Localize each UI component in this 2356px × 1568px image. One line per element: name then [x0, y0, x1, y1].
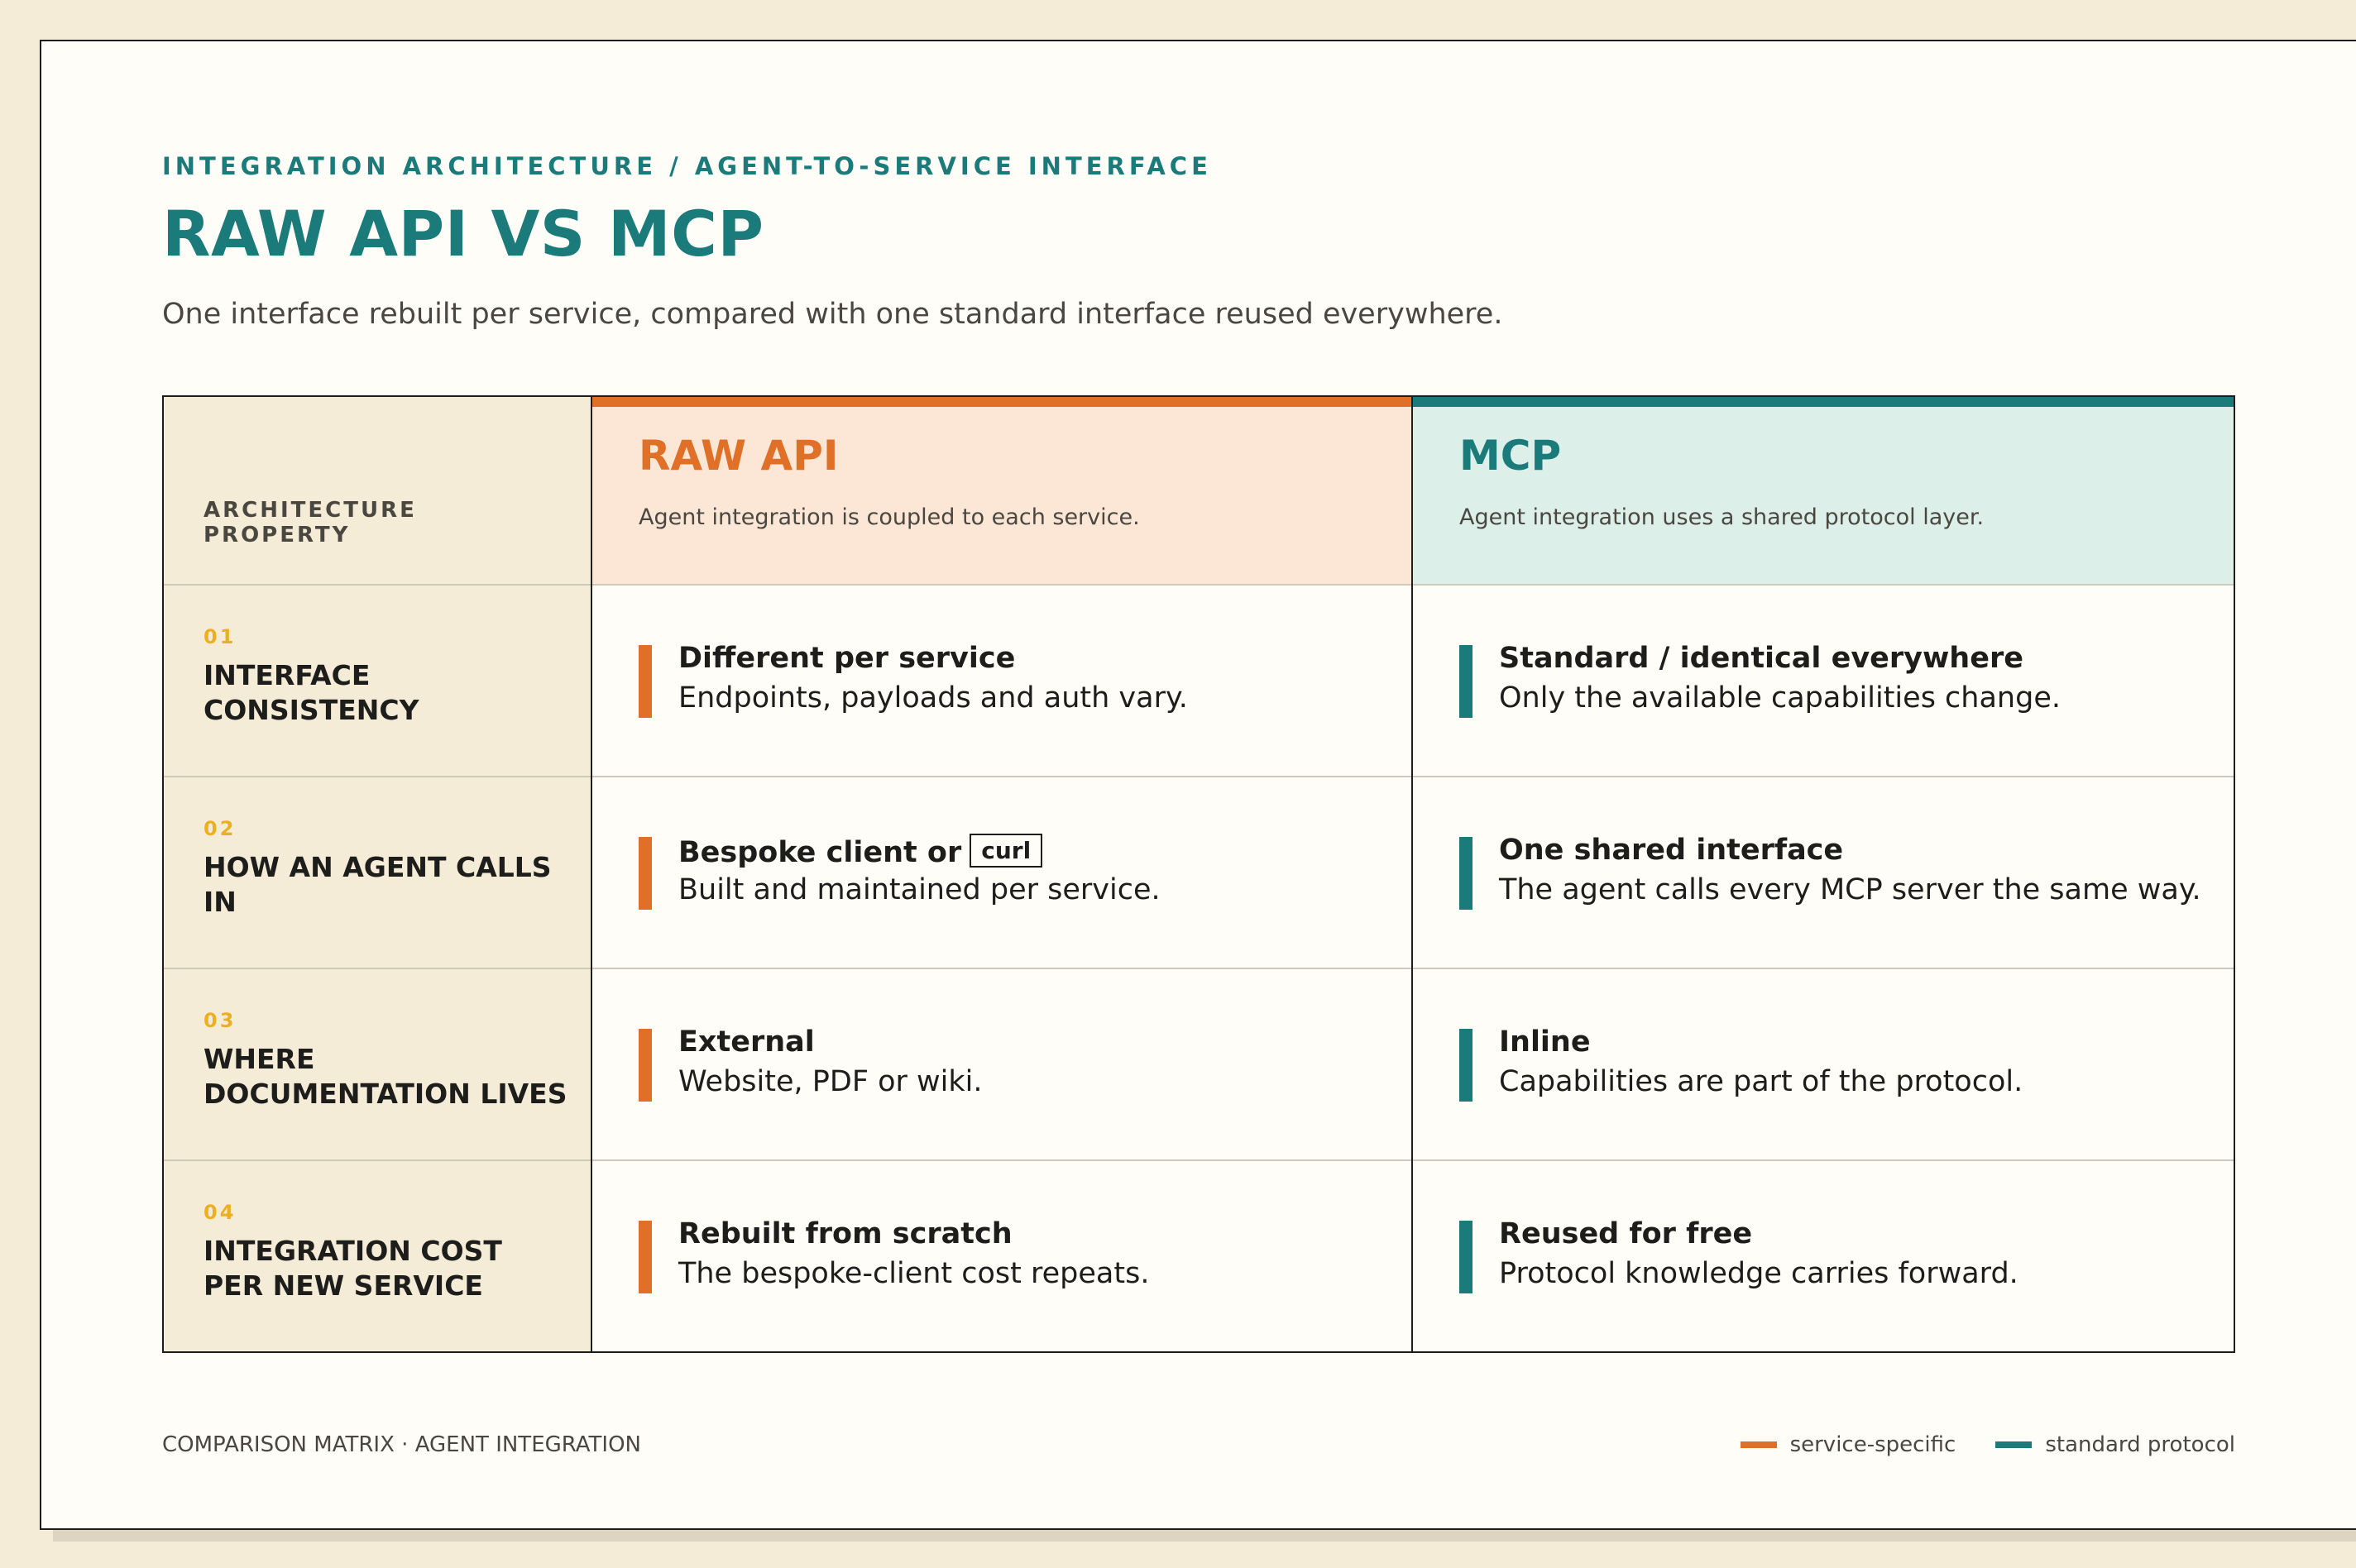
raw-cell-1 — [592, 586, 1411, 777]
raw-marker — [639, 1029, 652, 1102]
mcp-header — [1413, 397, 2234, 586]
mcp-marker — [1459, 1029, 1472, 1102]
page-subtitle: One interface rebuilt per service, compared with one standard interface reused everywhere. — [162, 298, 1503, 331]
property-cell-3 — [164, 969, 591, 1161]
property-cell-4 — [164, 1161, 591, 1353]
cell-title: Different per service — [678, 642, 1016, 675]
cell-title: One shared interface — [1499, 834, 1844, 867]
property-label: INTEGRATION COST PER NEW SERVICE — [204, 1235, 502, 1302]
raw-marker — [639, 837, 652, 910]
raw-cell-4 — [592, 1161, 1411, 1353]
cell-description: Built and maintained per service. — [678, 873, 1161, 906]
raw-api-header — [592, 397, 1411, 586]
raw-marker — [639, 645, 652, 718]
mcp-cell-3 — [1413, 969, 2234, 1161]
row-number: 03 — [204, 1009, 237, 1032]
eyebrow-label: INTEGRATION ARCHITECTURE / AGENT-TO-SERVICE INTERFACE — [162, 152, 1212, 180]
property-label: HOW AN AGENT CALLS IN — [204, 851, 552, 918]
row-number: 02 — [204, 817, 237, 840]
mcp-marker — [1459, 1221, 1472, 1293]
legend-item-standard-protocol — [1995, 1432, 2235, 1457]
property-label: INTERFACE CONSISTENCY — [204, 659, 419, 726]
property-column-header: ARCHITECTURE PROPERTY — [204, 498, 417, 547]
legend — [1741, 1432, 2235, 1457]
property-column — [164, 397, 592, 1351]
row-number: 01 — [204, 625, 237, 648]
row-number: 04 — [204, 1201, 237, 1224]
cell-title: Standard / identical everywhere — [1499, 642, 2023, 675]
raw-cell-3 — [592, 969, 1411, 1161]
page-title: RAW API VS MCP — [162, 197, 764, 270]
mcp-description: Agent integration uses a shared protocol layer. — [1459, 504, 1985, 530]
mcp-column — [1413, 397, 2234, 1351]
legend-label: service-specific — [1789, 1432, 1956, 1457]
property-cell-1 — [164, 586, 591, 777]
mcp-cell-1 — [1413, 586, 2234, 777]
property-label: WHERE DOCUMENTATION LIVES — [204, 1043, 567, 1110]
comparison-card — [40, 40, 2356, 1530]
cell-title: External — [678, 1025, 815, 1059]
code-chip-curl: curl — [970, 834, 1042, 868]
mcp-title: MCP — [1459, 432, 1562, 480]
raw-cell-2 — [592, 777, 1411, 969]
cell-description: The agent calls every MCP server the same way. — [1499, 873, 2201, 906]
legend-swatch — [1995, 1441, 2032, 1448]
footer-caption: COMPARISON MATRIX · AGENT INTEGRATION — [162, 1432, 642, 1457]
legend-swatch — [1741, 1441, 1777, 1448]
mcp-cell-2 — [1413, 777, 2234, 969]
cell-description: Website, PDF or wiki. — [678, 1065, 983, 1098]
comparison-matrix — [162, 395, 2235, 1353]
mcp-marker — [1459, 837, 1472, 910]
cell-title-text: Bespoke client or — [678, 836, 962, 869]
cell-title — [678, 834, 1042, 869]
mcp-cell-4 — [1413, 1161, 2234, 1353]
mcp-marker — [1459, 645, 1472, 718]
legend-item-service-specific — [1741, 1432, 1956, 1457]
raw-api-title: RAW API — [639, 432, 839, 480]
cell-description: Only the available capabilities change. — [1499, 681, 2061, 715]
cell-title: Rebuilt from scratch — [678, 1217, 1013, 1250]
raw-marker — [639, 1221, 652, 1293]
cell-description: Endpoints, payloads and auth vary. — [678, 681, 1188, 715]
cell-title: Reused for free — [1499, 1217, 1753, 1250]
property-cell-2 — [164, 777, 591, 969]
cell-title: Inline — [1499, 1025, 1591, 1059]
cell-description: Capabilities are part of the protocol. — [1499, 1065, 2023, 1098]
cell-description: Protocol knowledge carries forward. — [1499, 1257, 2018, 1290]
legend-label: standard protocol — [2045, 1432, 2235, 1457]
raw-api-description: Agent integration is coupled to each service. — [639, 504, 1140, 530]
raw-api-column — [592, 397, 1413, 1351]
cell-description: The bespoke-client cost repeats. — [678, 1257, 1150, 1290]
